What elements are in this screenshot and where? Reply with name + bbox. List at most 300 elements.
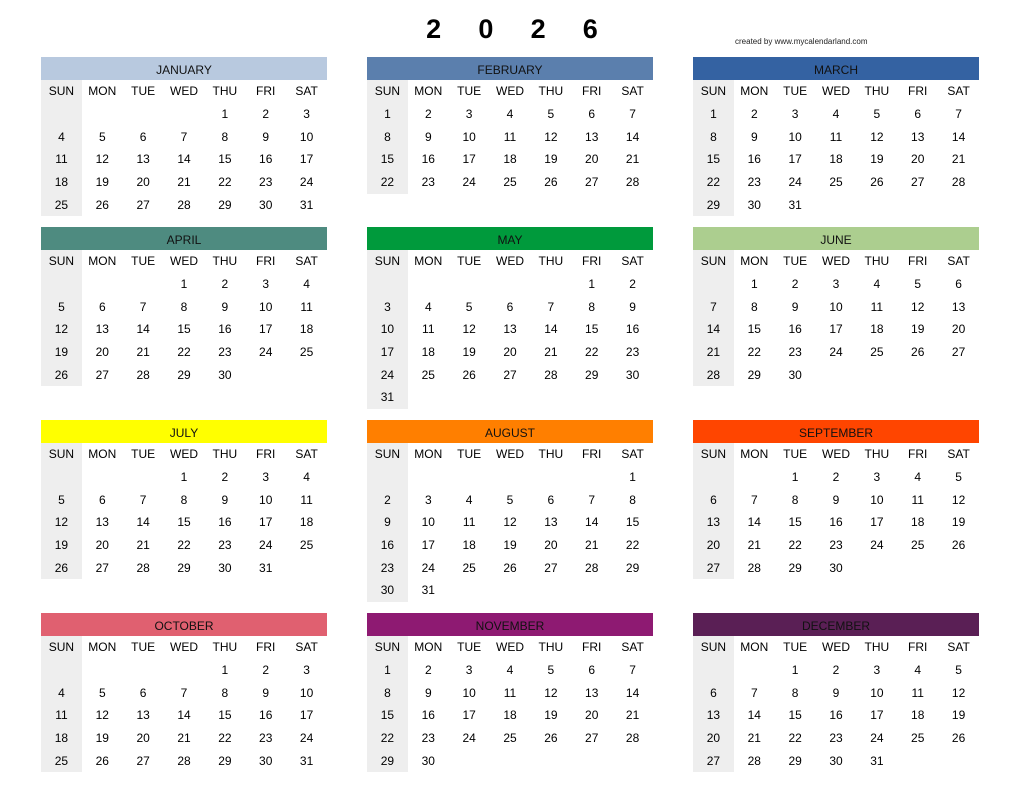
- weekday-label: WED: [496, 254, 524, 268]
- weekday-label: THU: [212, 447, 238, 461]
- day-cell: 14: [136, 322, 150, 337]
- day-cell: 27: [95, 367, 109, 382]
- day-cell: 9: [221, 299, 229, 314]
- day-cell: 30: [788, 367, 802, 382]
- weekday-label: SAT: [295, 84, 318, 98]
- day-cell: 28: [544, 367, 558, 382]
- weekday-label: TUE: [457, 84, 482, 98]
- day-cell: 30: [259, 197, 273, 212]
- day-cell: 13: [693, 704, 734, 727]
- day-cell: 26: [41, 364, 82, 387]
- day-cell: 17: [299, 152, 314, 167]
- empty-cell: [408, 386, 449, 409]
- day-cell: 13: [136, 152, 150, 167]
- empty-cell: [82, 659, 123, 682]
- day-cell: 20: [95, 538, 109, 553]
- day-cell: 15: [747, 322, 761, 337]
- day-cell: 5: [914, 277, 922, 291]
- weekday-label: FRI: [256, 254, 276, 268]
- day-cell: 1: [588, 277, 596, 291]
- weekday-label: SAT: [621, 84, 644, 98]
- credit-line: created by www.mycalendarland.com: [735, 37, 868, 46]
- day-cell: 15: [218, 708, 232, 723]
- day-cell: 1: [180, 277, 188, 291]
- day-grid: [41, 466, 327, 579]
- weekday-label: FRI: [256, 640, 276, 654]
- day-cell: 23: [625, 345, 640, 360]
- day-cell: 5: [873, 107, 881, 121]
- day-cell: 5: [955, 663, 962, 677]
- day-cell: 19: [41, 341, 82, 364]
- empty-cell: [367, 466, 408, 489]
- day-cell: 4: [832, 107, 840, 121]
- day-cell: 27: [951, 345, 966, 360]
- day-cell: 28: [693, 364, 734, 387]
- weekday-header-row: [693, 443, 979, 466]
- day-cell: 12: [95, 708, 109, 723]
- day-cell: 22: [367, 727, 408, 750]
- day-cell: 23: [829, 538, 843, 553]
- day-cell: 7: [180, 685, 188, 700]
- day-cell: 31: [788, 197, 802, 212]
- empty-cell: [938, 364, 979, 387]
- day-cell: 6: [98, 299, 106, 314]
- day-cell: 3: [832, 277, 840, 291]
- month-may: [367, 227, 653, 409]
- empty-cell: [693, 659, 734, 682]
- day-cell: 10: [259, 299, 273, 314]
- weekday-label: MON: [414, 84, 443, 98]
- weekday-label: SAT: [621, 447, 644, 461]
- day-cell: 29: [693, 194, 734, 217]
- day-cell: 4: [424, 299, 432, 314]
- day-cell: 28: [625, 731, 640, 746]
- day-cell: 5: [547, 663, 555, 677]
- day-cell: 8: [180, 299, 188, 314]
- day-grid: [693, 659, 979, 772]
- month-header: OCTOBER: [41, 613, 327, 636]
- day-cell: 7: [629, 107, 636, 121]
- day-cell: 9: [424, 685, 432, 700]
- weekday-label: SUN: [693, 80, 734, 103]
- weekday-label: MON: [88, 640, 117, 654]
- day-cell: 19: [951, 708, 966, 723]
- day-cell: 20: [911, 152, 925, 167]
- day-cell: 25: [829, 175, 843, 190]
- day-cell: 25: [41, 194, 82, 217]
- weekday-label: WED: [822, 640, 850, 654]
- day-cell: 13: [585, 685, 599, 700]
- day-cell: 19: [544, 708, 558, 723]
- day-cell: 23: [218, 538, 232, 553]
- weekday-label: SAT: [947, 447, 970, 461]
- day-cell: 21: [747, 538, 761, 553]
- day-cell: 19: [870, 152, 884, 167]
- day-cell: 24: [829, 345, 843, 360]
- day-cell: 13: [95, 322, 109, 337]
- day-cell: 22: [788, 538, 802, 553]
- weekday-label: SAT: [947, 84, 970, 98]
- day-grid: [693, 103, 979, 216]
- weekday-label: SUN: [693, 250, 734, 273]
- weekday-label: TUE: [457, 640, 482, 654]
- day-cell: 15: [367, 704, 408, 727]
- weekday-label: TUE: [783, 447, 808, 461]
- day-cell: 25: [462, 560, 476, 575]
- day-cell: 14: [177, 152, 191, 167]
- day-cell: 6: [98, 492, 106, 507]
- day-cell: 14: [693, 318, 734, 341]
- day-cell: 4: [914, 470, 922, 484]
- empty-cell: [408, 466, 449, 489]
- day-cell: 13: [136, 708, 150, 723]
- weekday-label: FRI: [256, 447, 276, 461]
- weekday-label: SAT: [621, 254, 644, 268]
- day-cell: 12: [544, 685, 558, 700]
- month-december: [693, 613, 979, 772]
- day-cell: 29: [367, 750, 408, 773]
- day-cell: 13: [951, 299, 966, 314]
- weekday-label: TUE: [131, 447, 156, 461]
- day-cell: 17: [829, 322, 843, 337]
- weekday-label: SUN: [41, 250, 82, 273]
- day-cell: 5: [465, 299, 473, 314]
- weekday-label: THU: [864, 84, 890, 98]
- empty-cell: [938, 194, 979, 217]
- day-cell: 29: [218, 753, 232, 768]
- day-cell: 30: [625, 367, 640, 382]
- day-cell: 29: [625, 560, 640, 575]
- day-cell: 26: [503, 560, 517, 575]
- empty-cell: [856, 557, 897, 580]
- day-cell: 27: [585, 731, 599, 746]
- day-cell: 23: [421, 175, 435, 190]
- day-cell: 28: [951, 175, 966, 190]
- day-cell: 2: [832, 470, 840, 484]
- day-cell: 9: [424, 129, 432, 144]
- day-cell: 22: [218, 731, 232, 746]
- day-cell: 28: [136, 367, 150, 382]
- day-cell: 20: [585, 708, 599, 723]
- day-cell: 10: [829, 299, 843, 314]
- empty-cell: [938, 750, 979, 773]
- day-cell: 11: [829, 129, 843, 144]
- empty-cell: [449, 466, 490, 489]
- weekday-label: SUN: [41, 443, 82, 466]
- weekday-label: WED: [822, 254, 850, 268]
- day-cell: 6: [588, 663, 596, 677]
- day-cell: 13: [503, 322, 517, 337]
- day-cell: 3: [262, 470, 270, 484]
- day-cell: 1: [750, 277, 758, 291]
- day-cell: 1: [180, 470, 188, 484]
- month-header: DECEMBER: [693, 613, 979, 636]
- day-cell: 1: [791, 663, 799, 677]
- day-cell: 10: [367, 318, 408, 341]
- day-cell: 18: [421, 345, 435, 360]
- weekday-header-row: [41, 443, 327, 466]
- day-cell: 16: [259, 708, 273, 723]
- day-cell: 2: [832, 663, 840, 677]
- day-cell: 19: [41, 534, 82, 557]
- weekday-header-row: [693, 80, 979, 103]
- weekday-label: SAT: [295, 254, 318, 268]
- month-header: JUNE: [693, 227, 979, 250]
- day-cell: 16: [421, 152, 435, 167]
- day-cell: 21: [177, 175, 191, 190]
- day-cell: 6: [693, 489, 734, 512]
- day-cell: 11: [300, 492, 313, 507]
- month-april: [41, 227, 327, 386]
- month-march: [693, 57, 979, 216]
- empty-cell: [408, 273, 449, 296]
- weekday-header-row: [367, 443, 653, 466]
- empty-cell: [530, 386, 571, 409]
- day-cell: 31: [299, 753, 314, 768]
- day-cell: 29: [788, 560, 802, 575]
- weekday-label: TUE: [131, 254, 156, 268]
- day-grid: [367, 466, 653, 602]
- weekday-label: MON: [740, 84, 769, 98]
- empty-cell: [164, 659, 205, 682]
- day-cell: 27: [503, 367, 517, 382]
- day-cell: 11: [870, 299, 884, 314]
- weekday-label: THU: [538, 447, 564, 461]
- day-grid: [693, 466, 979, 579]
- day-cell: 17: [259, 515, 273, 530]
- day-cell: 18: [911, 708, 925, 723]
- day-cell: 10: [299, 129, 314, 144]
- day-cell: 2: [750, 107, 758, 121]
- day-cell: 3: [303, 107, 310, 121]
- empty-cell: [612, 579, 653, 602]
- day-cell: 12: [870, 129, 884, 144]
- empty-cell: [164, 103, 205, 126]
- day-cell: 27: [136, 753, 150, 768]
- empty-cell: [693, 466, 734, 489]
- day-cell: 9: [221, 492, 229, 507]
- day-cell: 3: [367, 296, 408, 319]
- empty-cell: [897, 194, 938, 217]
- weekday-label: TUE: [783, 84, 808, 98]
- day-cell: 26: [951, 538, 966, 553]
- day-cell: 16: [259, 152, 273, 167]
- day-cell: 24: [462, 175, 476, 190]
- empty-cell: [41, 103, 82, 126]
- day-cell: 30: [218, 367, 232, 382]
- day-cell: 4: [506, 663, 514, 677]
- empty-cell: [612, 750, 653, 773]
- day-cell: 2: [262, 663, 270, 677]
- day-cell: 17: [870, 515, 884, 530]
- day-cell: 10: [462, 685, 476, 700]
- day-cell: 31: [259, 560, 273, 575]
- day-cell: 8: [629, 492, 636, 507]
- day-cell: 7: [547, 299, 555, 314]
- day-cell: 28: [747, 753, 761, 768]
- day-cell: 4: [303, 277, 310, 291]
- day-grid: [367, 103, 653, 194]
- empty-cell: [367, 273, 408, 296]
- day-cell: 8: [367, 682, 408, 705]
- month-header: NOVEMBER: [367, 613, 653, 636]
- day-cell: 19: [544, 152, 558, 167]
- day-cell: 23: [788, 345, 802, 360]
- day-cell: 22: [585, 345, 599, 360]
- empty-cell: [123, 103, 164, 126]
- day-cell: 20: [951, 322, 966, 337]
- day-cell: 12: [951, 492, 966, 507]
- day-cell: 19: [503, 538, 517, 553]
- weekday-label: TUE: [783, 254, 808, 268]
- month-header: APRIL: [41, 227, 327, 250]
- day-cell: 31: [870, 753, 884, 768]
- day-cell: 21: [625, 708, 640, 723]
- weekday-label: WED: [496, 447, 524, 461]
- weekday-header-row: [367, 636, 653, 659]
- empty-cell: [449, 750, 490, 773]
- day-cell: 17: [299, 708, 314, 723]
- weekday-label: WED: [496, 640, 524, 654]
- day-cell: 31: [421, 583, 435, 598]
- day-cell: 4: [303, 470, 310, 484]
- day-cell: 10: [259, 492, 273, 507]
- day-cell: 22: [177, 538, 191, 553]
- day-cell: 9: [367, 511, 408, 534]
- empty-cell: [286, 557, 327, 580]
- empty-cell: [571, 466, 612, 489]
- day-cell: 14: [625, 129, 640, 144]
- month-header: MARCH: [693, 57, 979, 80]
- day-cell: 14: [136, 515, 150, 530]
- weekday-label: FRI: [582, 84, 602, 98]
- day-cell: 27: [136, 197, 150, 212]
- weekday-label: WED: [170, 84, 198, 98]
- weekday-label: THU: [212, 254, 238, 268]
- day-cell: 11: [503, 685, 517, 700]
- month-june: [693, 227, 979, 386]
- empty-cell: [612, 386, 653, 409]
- day-cell: 1: [221, 107, 229, 121]
- day-cell: 18: [299, 322, 314, 337]
- day-cell: 22: [693, 171, 734, 194]
- month-october: [41, 613, 327, 772]
- weekday-label: MON: [414, 447, 443, 461]
- day-grid: [367, 659, 653, 772]
- day-cell: 15: [788, 515, 802, 530]
- day-cell: 14: [747, 708, 761, 723]
- day-cell: 29: [747, 367, 761, 382]
- day-cell: 8: [588, 299, 596, 314]
- day-grid: [367, 273, 653, 409]
- day-cell: 24: [259, 345, 273, 360]
- day-cell: 21: [951, 152, 966, 167]
- month-november: [367, 613, 653, 772]
- day-cell: 11: [462, 515, 476, 530]
- day-cell: 17: [788, 152, 802, 167]
- day-cell: 20: [693, 534, 734, 557]
- day-cell: 7: [955, 107, 962, 121]
- weekday-label: TUE: [131, 84, 156, 98]
- month-header: FEBRUARY: [367, 57, 653, 80]
- weekday-label: THU: [864, 254, 890, 268]
- empty-cell: [530, 466, 571, 489]
- day-cell: 12: [462, 322, 476, 337]
- day-cell: 7: [629, 663, 636, 677]
- empty-cell: [734, 466, 775, 489]
- day-cell: 26: [870, 175, 884, 190]
- day-cell: 29: [177, 560, 191, 575]
- day-cell: 2: [791, 277, 799, 291]
- day-cell: 7: [139, 492, 147, 507]
- day-cell: 3: [465, 663, 473, 677]
- day-cell: 17: [462, 708, 476, 723]
- day-cell: 3: [873, 470, 881, 484]
- weekday-label: FRI: [908, 254, 928, 268]
- empty-cell: [571, 750, 612, 773]
- day-cell: 21: [544, 345, 558, 360]
- day-cell: 10: [299, 685, 314, 700]
- day-cell: 17: [462, 152, 476, 167]
- weekday-label: WED: [170, 254, 198, 268]
- day-cell: 18: [870, 322, 884, 337]
- day-cell: 28: [177, 753, 191, 768]
- day-cell: 27: [693, 557, 734, 580]
- day-cell: 7: [139, 299, 147, 314]
- day-cell: 25: [911, 538, 925, 553]
- month-header: JANUARY: [41, 57, 327, 80]
- weekday-label: SAT: [295, 447, 318, 461]
- day-cell: 22: [367, 171, 408, 194]
- day-cell: 13: [544, 515, 558, 530]
- day-cell: 8: [750, 299, 758, 314]
- day-cell: 24: [870, 538, 884, 553]
- empty-cell: [490, 750, 531, 773]
- day-cell: 5: [547, 107, 555, 121]
- day-cell: 26: [951, 731, 966, 746]
- weekday-label: TUE: [783, 640, 808, 654]
- day-cell: 25: [503, 175, 517, 190]
- day-cell: 20: [585, 152, 599, 167]
- day-cell: 5: [506, 492, 514, 507]
- weekday-label: SUN: [367, 250, 408, 273]
- day-cell: 29: [585, 367, 599, 382]
- empty-cell: [123, 466, 164, 489]
- day-cell: 3: [873, 663, 881, 677]
- day-cell: 5: [41, 296, 82, 319]
- day-cell: 1: [367, 103, 408, 126]
- month-january: [41, 57, 327, 216]
- day-cell: 28: [177, 197, 191, 212]
- day-cell: 18: [911, 515, 925, 530]
- day-cell: 22: [788, 731, 802, 746]
- day-cell: 7: [693, 296, 734, 319]
- day-cell: 3: [303, 663, 310, 677]
- day-cell: 12: [544, 129, 558, 144]
- empty-cell: [123, 659, 164, 682]
- day-cell: 24: [299, 731, 314, 746]
- empty-cell: [490, 273, 531, 296]
- month-header: MAY: [367, 227, 653, 250]
- weekday-label: THU: [538, 84, 564, 98]
- day-cell: 6: [588, 107, 596, 121]
- day-cell: 25: [503, 731, 517, 746]
- day-cell: 26: [911, 345, 925, 360]
- day-cell: 26: [41, 557, 82, 580]
- day-cell: 27: [95, 560, 109, 575]
- day-cell: 5: [955, 470, 962, 484]
- day-cell: 12: [95, 152, 109, 167]
